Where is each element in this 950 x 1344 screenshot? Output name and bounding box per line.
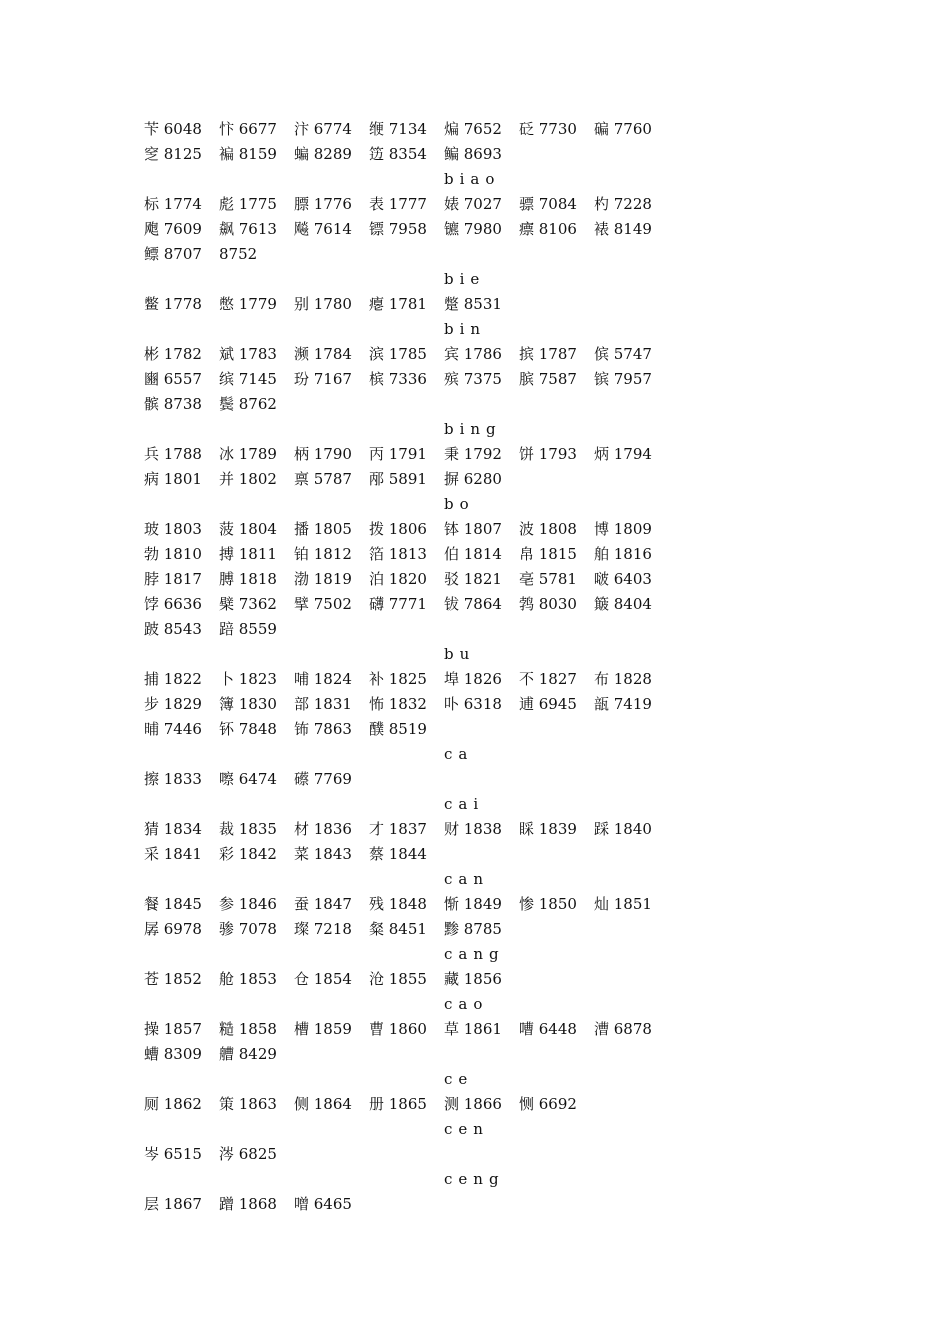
character-entry: 冰 1789 — [219, 445, 277, 463]
character-entry: 菜 1843 — [294, 845, 352, 863]
character-entry: 炳 1794 — [594, 445, 652, 463]
character-entry: 捕 1822 — [144, 670, 202, 688]
syllable-heading: biao — [444, 169, 501, 188]
character-entry: 缏 7134 — [369, 120, 427, 138]
character-entry: 噌 6465 — [294, 1195, 352, 1213]
character-entry: 帛 1815 — [519, 545, 577, 563]
character-entry: 卜 1823 — [219, 670, 277, 688]
character-entry: 补 1825 — [369, 670, 427, 688]
character-entry: 礤 7769 — [294, 770, 352, 788]
character-entry: 测 1866 — [444, 1095, 502, 1113]
character-entry: 鳔 8707 — [144, 245, 202, 263]
syllable-heading: cang — [444, 944, 505, 963]
character-entry: 憋 1779 — [219, 295, 277, 313]
syllable-heading: bo — [444, 494, 475, 513]
character-entry: 餐 1845 — [144, 895, 202, 913]
character-entry: 表 1777 — [369, 195, 427, 213]
character-entry: 睬 1839 — [519, 820, 577, 838]
character-entry: 涔 6825 — [219, 1145, 277, 1163]
character-entry: 才 1837 — [369, 820, 427, 838]
character-entry: 策 1863 — [219, 1095, 277, 1113]
character-entry: 采 1841 — [144, 845, 202, 863]
character-entry: 笾 8354 — [369, 145, 427, 163]
character-entry: 蔡 1844 — [369, 845, 427, 863]
character-entry: 粲 8451 — [369, 920, 427, 938]
entry-row — [144, 566, 704, 591]
character-entry: 孱 6978 — [144, 920, 202, 938]
character-entry: 苍 1852 — [144, 970, 202, 988]
character-entry: 仓 1854 — [294, 970, 352, 988]
entry-row — [144, 116, 704, 141]
character-entry: 步 1829 — [144, 695, 202, 713]
entry-row — [144, 141, 704, 166]
character-entry: 饼 1793 — [519, 445, 577, 463]
character-entry: 逋 6945 — [519, 695, 577, 713]
character-entry: 鹁 8030 — [519, 595, 577, 613]
character-entry: 窆 8125 — [144, 145, 202, 163]
entry-row — [144, 466, 704, 491]
character-entry: 册 1865 — [369, 1095, 427, 1113]
entry-row — [144, 291, 704, 316]
entry-row — [144, 341, 704, 366]
character-entry: 搏 1811 — [219, 545, 277, 563]
entry-row — [144, 1091, 704, 1116]
character-entry: 蝙 8289 — [294, 145, 352, 163]
character-entry: 傧 5747 — [594, 345, 652, 363]
character-entry: 鳖 1778 — [144, 295, 202, 313]
character-entry: 擦 1833 — [144, 770, 202, 788]
character-entry: 膘 1776 — [294, 195, 352, 213]
character-entry: 钸 7863 — [294, 720, 352, 738]
character-entry: 滨 1785 — [369, 345, 427, 363]
character-entry: 簸 8404 — [594, 595, 652, 613]
character-entry: 璨 7218 — [294, 920, 352, 938]
character-entry: 鳊 8693 — [444, 145, 502, 163]
character-entry: 藏 1856 — [444, 970, 502, 988]
character-entry: 菠 1804 — [219, 520, 277, 538]
character-entry: 怖 1832 — [369, 695, 427, 713]
character-entry: 褊 8159 — [219, 145, 277, 163]
entry-row — [144, 1191, 704, 1216]
character-entry: 不 1827 — [519, 670, 577, 688]
character-entry: 厕 1862 — [144, 1095, 202, 1113]
character-entry: 参 1846 — [219, 895, 277, 913]
character-entry: 铂 1812 — [294, 545, 352, 563]
character-entry: 脖 1817 — [144, 570, 202, 588]
character-entry: 8752 — [219, 244, 258, 263]
syllable-heading: ceng — [444, 1169, 505, 1188]
character-entry: 濒 1784 — [294, 345, 352, 363]
character-entry: 裱 8149 — [594, 220, 652, 238]
character-entry: 砭 7730 — [519, 120, 577, 138]
character-entry: 杓 7228 — [594, 195, 652, 213]
character-entry: 镖 7958 — [369, 220, 427, 238]
syllable-heading: bu — [444, 644, 476, 663]
character-entry: 晡 7446 — [144, 720, 202, 738]
character-entry: 啵 6403 — [594, 570, 652, 588]
entry-row — [144, 816, 704, 841]
character-entry: 煸 7652 — [444, 120, 502, 138]
character-entry: 踩 1840 — [594, 820, 652, 838]
character-entry: 布 1828 — [594, 670, 652, 688]
character-entry: 汴 6774 — [294, 120, 352, 138]
syllable-heading: cai — [444, 794, 485, 813]
entry-row — [144, 541, 704, 566]
character-entry: 簿 1830 — [219, 695, 277, 713]
character-entry: 柄 1790 — [294, 445, 352, 463]
character-entry: 嚓 6474 — [219, 770, 277, 788]
entry-row — [144, 891, 704, 916]
character-entry: 飚 7614 — [294, 220, 352, 238]
character-entry: 草 1861 — [444, 1020, 502, 1038]
entry-row — [144, 516, 704, 541]
entry-row — [144, 1016, 704, 1041]
character-entry: 醭 8519 — [369, 720, 427, 738]
character-entry: 骖 7078 — [219, 920, 277, 938]
syllable-heading: bin — [444, 319, 487, 338]
character-entry: 檗 7362 — [219, 595, 277, 613]
character-entry: 镔 7957 — [594, 370, 652, 388]
character-entry: 瓿 7419 — [594, 695, 652, 713]
syllable-heading: ca — [444, 744, 474, 763]
entry-row — [144, 366, 704, 391]
character-entry: 钚 7848 — [219, 720, 277, 738]
character-entry: 沧 1855 — [369, 970, 427, 988]
character-entry: 卟 6318 — [444, 695, 502, 713]
character-entry: 忭 6677 — [219, 120, 277, 138]
character-entry: 层 1867 — [144, 1195, 202, 1213]
character-entry: 材 1836 — [294, 820, 352, 838]
character-entry: 彩 1842 — [219, 845, 277, 863]
character-entry: 摈 1787 — [519, 345, 577, 363]
character-entry: 拨 1806 — [369, 520, 427, 538]
character-entry: 钵 1807 — [444, 520, 502, 538]
entry-row — [144, 966, 704, 991]
character-entry: 猜 1834 — [144, 820, 202, 838]
entry-row — [144, 591, 704, 616]
character-entry: 钹 7864 — [444, 595, 502, 613]
character-entry: 渤 1819 — [294, 570, 352, 588]
character-entry: 苄 6048 — [144, 120, 202, 138]
character-entry: 残 1848 — [369, 895, 427, 913]
character-entry: 埠 1826 — [444, 670, 502, 688]
character-entry: 惭 1849 — [444, 895, 502, 913]
character-entry: 秉 1792 — [444, 445, 502, 463]
character-entry: 瘪 1781 — [369, 295, 427, 313]
character-entry: 槽 1859 — [294, 1020, 352, 1038]
character-entry: 禀 5787 — [294, 470, 352, 488]
character-entry: 艚 8429 — [219, 1045, 277, 1063]
character-entry: 标 1774 — [144, 195, 202, 213]
character-entry: 螬 8309 — [144, 1045, 202, 1063]
character-code-list — [144, 116, 704, 1216]
character-entry: 泊 1820 — [369, 570, 427, 588]
character-entry: 哺 1824 — [294, 670, 352, 688]
character-entry: 波 1808 — [519, 520, 577, 538]
character-entry: 擘 7502 — [294, 595, 352, 613]
entry-row — [144, 191, 704, 216]
character-entry: 舶 1816 — [594, 545, 652, 563]
character-entry: 蹩 8531 — [444, 295, 502, 313]
character-entry: 驳 1821 — [444, 570, 502, 588]
entry-row — [144, 391, 704, 416]
syllable-heading: bing — [444, 419, 502, 438]
character-entry: 骠 7084 — [519, 195, 577, 213]
character-entry: 宾 1786 — [444, 345, 502, 363]
entry-row — [144, 666, 704, 691]
character-entry: 播 1805 — [294, 520, 352, 538]
character-entry: 婊 7027 — [444, 195, 502, 213]
character-entry: 勃 1810 — [144, 545, 202, 563]
character-entry: 玻 1803 — [144, 520, 202, 538]
character-entry: 别 1780 — [294, 295, 352, 313]
character-entry: 糙 1858 — [219, 1020, 277, 1038]
character-entry: 镳 7980 — [444, 220, 502, 238]
character-entry: 邴 5891 — [369, 470, 427, 488]
character-entry: 玢 7167 — [294, 370, 352, 388]
character-entry: 财 1838 — [444, 820, 502, 838]
entry-row — [144, 441, 704, 466]
entry-row — [144, 916, 704, 941]
character-entry: 蚕 1847 — [294, 895, 352, 913]
character-entry: 病 1801 — [144, 470, 202, 488]
character-entry: 灿 1851 — [594, 895, 652, 913]
character-entry: 踣 8559 — [219, 620, 277, 638]
character-entry: 箔 1813 — [369, 545, 427, 563]
character-entry: 碥 7760 — [594, 120, 652, 138]
character-entry: 裁 1835 — [219, 820, 277, 838]
entry-row — [144, 1141, 704, 1166]
character-entry: 丙 1791 — [369, 445, 427, 463]
character-entry: 岑 6515 — [144, 1145, 202, 1163]
character-entry: 鬓 8762 — [219, 395, 277, 413]
character-entry: 豳 6557 — [144, 370, 202, 388]
character-entry: 操 1857 — [144, 1020, 202, 1038]
character-entry: 膑 7587 — [519, 370, 577, 388]
character-entry: 摒 6280 — [444, 470, 502, 488]
character-entry: 殡 7375 — [444, 370, 502, 388]
entry-row — [144, 766, 704, 791]
entry-row — [144, 616, 704, 641]
character-entry: 部 1831 — [294, 695, 352, 713]
character-entry: 舱 1853 — [219, 970, 277, 988]
character-entry: 槟 7336 — [369, 370, 427, 388]
character-entry: 瘭 8106 — [519, 220, 577, 238]
entry-row — [144, 691, 704, 716]
syllable-heading: can — [444, 869, 490, 888]
character-entry: 斌 1783 — [219, 345, 277, 363]
syllable-heading: ce — [444, 1069, 474, 1088]
character-entry: 漕 6878 — [594, 1020, 652, 1038]
character-entry: 恻 6692 — [519, 1095, 577, 1113]
character-entry: 曹 1860 — [369, 1020, 427, 1038]
character-entry: 嘈 6448 — [519, 1020, 577, 1038]
character-entry: 飙 7613 — [219, 220, 277, 238]
syllable-heading: cao — [444, 994, 489, 1013]
character-entry: 蹭 1868 — [219, 1195, 277, 1213]
character-entry: 飑 7609 — [144, 220, 202, 238]
character-entry: 兵 1788 — [144, 445, 202, 463]
character-entry: 博 1809 — [594, 520, 652, 538]
entry-row — [144, 1041, 704, 1066]
syllable-heading: cen — [444, 1119, 489, 1138]
character-entry: 彬 1782 — [144, 345, 202, 363]
character-entry: 饽 6636 — [144, 595, 202, 613]
character-entry: 礴 7771 — [369, 595, 427, 613]
character-entry: 伯 1814 — [444, 545, 502, 563]
character-entry: 黪 8785 — [444, 920, 502, 938]
entry-row — [144, 241, 704, 266]
character-entry: 髌 8738 — [144, 395, 202, 413]
character-entry: 并 1802 — [219, 470, 277, 488]
character-entry: 膊 1818 — [219, 570, 277, 588]
character-entry: 跛 8543 — [144, 620, 202, 638]
entry-row — [144, 716, 704, 741]
character-entry: 惨 1850 — [519, 895, 577, 913]
entry-row — [144, 216, 704, 241]
syllable-heading: bie — [444, 269, 486, 288]
character-entry: 侧 1864 — [294, 1095, 352, 1113]
character-entry: 亳 5781 — [519, 570, 577, 588]
character-entry: 缤 7145 — [219, 370, 277, 388]
entry-row — [144, 841, 704, 866]
character-entry: 彪 1775 — [219, 195, 277, 213]
